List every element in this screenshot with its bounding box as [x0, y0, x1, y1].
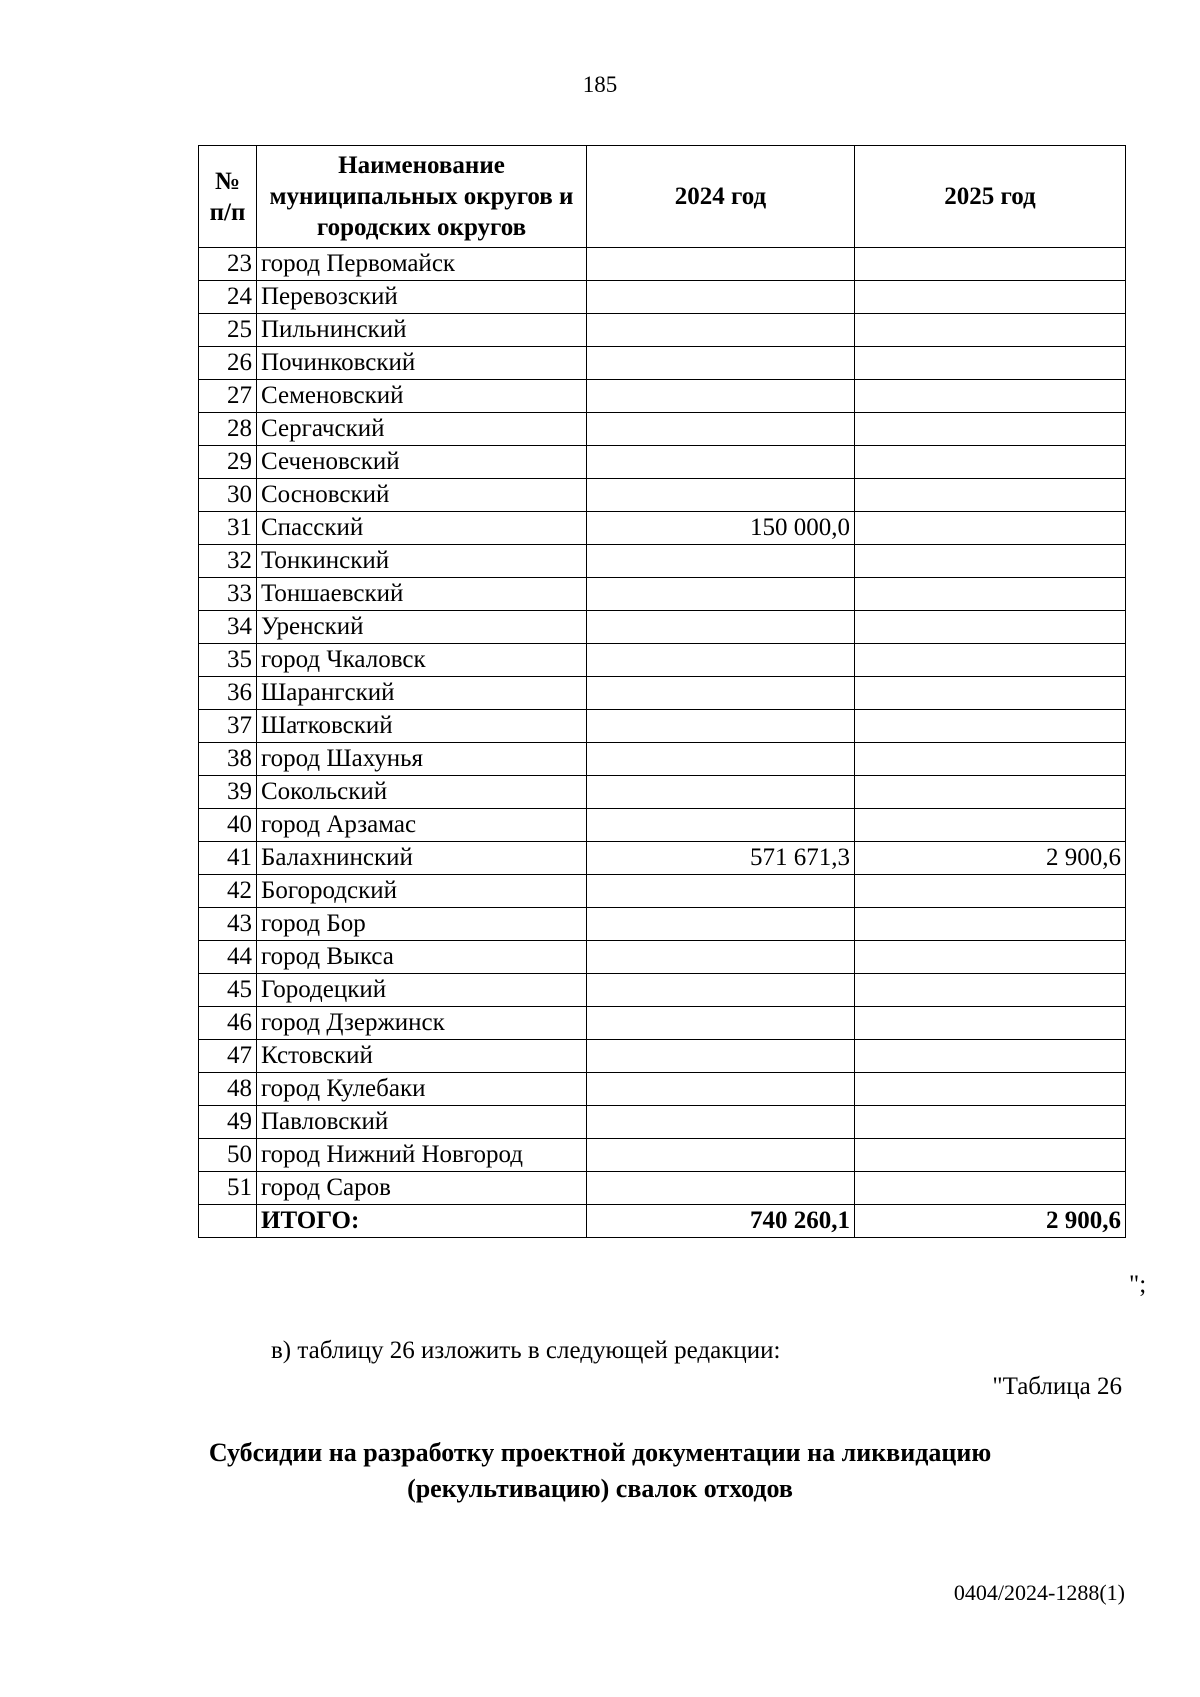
total-num-cell	[199, 1205, 257, 1238]
row-number: 30	[199, 479, 257, 512]
row-number: 41	[199, 842, 257, 875]
table-row	[199, 380, 1126, 413]
row-number: 31	[199, 512, 257, 545]
table-row	[199, 776, 1126, 809]
row-value-2024	[587, 1007, 855, 1040]
table-row	[199, 842, 1126, 875]
table-row	[199, 1040, 1126, 1073]
row-number: 46	[199, 1007, 257, 1040]
row-value-2025	[855, 545, 1126, 578]
total-row	[199, 1205, 1126, 1238]
row-value-2024	[587, 545, 855, 578]
row-number: 51	[199, 1172, 257, 1205]
row-number: 36	[199, 677, 257, 710]
row-value-2025	[855, 875, 1126, 908]
row-name: Уренский	[257, 611, 587, 644]
row-value-2025	[855, 644, 1126, 677]
row-name: город Арзамас	[257, 809, 587, 842]
table-row	[199, 710, 1126, 743]
row-number: 37	[199, 710, 257, 743]
row-value-2025	[855, 314, 1126, 347]
header-2024: 2024 год	[587, 146, 855, 248]
row-number: 33	[199, 578, 257, 611]
row-number: 35	[199, 644, 257, 677]
row-value-2024	[587, 446, 855, 479]
table-row	[199, 908, 1126, 941]
row-name: Сокольский	[257, 776, 587, 809]
row-value-2024	[587, 776, 855, 809]
total-label: ИТОГО:	[257, 1205, 587, 1238]
row-name: Шарангский	[257, 677, 587, 710]
table-header-row	[199, 146, 1126, 248]
row-number: 23	[199, 248, 257, 281]
row-value-2024	[587, 578, 855, 611]
row-name: Тонкинский	[257, 545, 587, 578]
row-name: город Саров	[257, 1172, 587, 1205]
row-value-2025	[855, 347, 1126, 380]
table-row	[199, 743, 1126, 776]
table-row	[199, 974, 1126, 1007]
row-value-2024	[587, 974, 855, 1007]
instruction-text: в) таблицу 26 изложить в следующей редакции:	[271, 1337, 781, 1364]
row-value-2024	[587, 644, 855, 677]
row-value-2025	[855, 1073, 1126, 1106]
row-name: Кстовский	[257, 1040, 587, 1073]
closing-quote-mark: ";	[1129, 1271, 1147, 1298]
row-value-2024	[587, 809, 855, 842]
row-number: 26	[199, 347, 257, 380]
row-value-2025	[855, 974, 1126, 1007]
row-number: 27	[199, 380, 257, 413]
row-number: 45	[199, 974, 257, 1007]
row-value-2025	[855, 743, 1126, 776]
row-value-2025	[855, 380, 1126, 413]
row-value-2024	[587, 347, 855, 380]
row-name: город Дзержинск	[257, 1007, 587, 1040]
row-value-2025: 2 900,6	[855, 842, 1126, 875]
row-number: 49	[199, 1106, 257, 1139]
row-value-2024	[587, 248, 855, 281]
row-value-2024: 150 000,0	[587, 512, 855, 545]
table-row	[199, 314, 1126, 347]
row-number: 47	[199, 1040, 257, 1073]
table-row	[199, 809, 1126, 842]
page-number: 185	[582, 72, 618, 97]
row-value-2025	[855, 578, 1126, 611]
total-2025: 2 900,6	[855, 1205, 1126, 1238]
total-2024: 740 260,1	[587, 1205, 855, 1238]
row-name: Шатковский	[257, 710, 587, 743]
row-name: город Нижний Новгород	[257, 1139, 587, 1172]
row-name: Балахнинский	[257, 842, 587, 875]
row-name: Тоншаевский	[257, 578, 587, 611]
header-name: Наименование муниципальных округов и городских округов	[257, 146, 587, 248]
row-value-2024	[587, 611, 855, 644]
table-row	[199, 578, 1126, 611]
table-row	[199, 545, 1126, 578]
row-value-2025	[855, 611, 1126, 644]
row-value-2025	[855, 941, 1126, 974]
row-value-2025	[855, 1106, 1126, 1139]
table-row	[199, 347, 1126, 380]
table-row	[199, 281, 1126, 314]
row-value-2025	[855, 1007, 1126, 1040]
row-value-2024	[587, 875, 855, 908]
row-name: город Чкаловск	[257, 644, 587, 677]
row-value-2024	[587, 281, 855, 314]
row-value-2024	[587, 710, 855, 743]
row-value-2025	[855, 776, 1126, 809]
row-number: 24	[199, 281, 257, 314]
row-number: 28	[199, 413, 257, 446]
row-value-2024	[587, 1106, 855, 1139]
row-value-2024	[587, 941, 855, 974]
row-number: 44	[199, 941, 257, 974]
header-num: № п/п	[199, 146, 257, 248]
row-value-2025	[855, 809, 1126, 842]
row-value-2025	[855, 1172, 1126, 1205]
row-value-2025	[855, 446, 1126, 479]
row-value-2024	[587, 1139, 855, 1172]
row-name: Сеченовский	[257, 446, 587, 479]
row-value-2024	[587, 743, 855, 776]
row-name: Семеновский	[257, 380, 587, 413]
table-row	[199, 1073, 1126, 1106]
row-value-2024: 571 671,3	[587, 842, 855, 875]
row-value-2024	[587, 380, 855, 413]
table-row	[199, 875, 1126, 908]
row-value-2024	[587, 314, 855, 347]
row-value-2024	[587, 908, 855, 941]
row-number: 38	[199, 743, 257, 776]
row-number: 25	[199, 314, 257, 347]
row-name: город Бор	[257, 908, 587, 941]
row-number: 43	[199, 908, 257, 941]
row-name: город Выкса	[257, 941, 587, 974]
row-value-2025	[855, 281, 1126, 314]
row-value-2024	[587, 1073, 855, 1106]
row-name: Починковский	[257, 347, 587, 380]
row-number: 42	[199, 875, 257, 908]
row-value-2025	[855, 1040, 1126, 1073]
row-name: Сергачский	[257, 413, 587, 446]
row-number: 39	[199, 776, 257, 809]
table-row	[199, 1172, 1126, 1205]
row-value-2024	[587, 1172, 855, 1205]
row-number: 50	[199, 1139, 257, 1172]
row-value-2024	[587, 1040, 855, 1073]
table-body	[199, 248, 1126, 1205]
table-row	[199, 1007, 1126, 1040]
table-reference: "Таблица 26	[992, 1373, 1122, 1400]
row-value-2024	[587, 479, 855, 512]
row-number: 34	[199, 611, 257, 644]
header-2025: 2025 год	[855, 146, 1126, 248]
table-row	[199, 941, 1126, 974]
row-name: город Шахунья	[257, 743, 587, 776]
row-name: город Кулебаки	[257, 1073, 587, 1106]
table-row	[199, 611, 1126, 644]
table-row	[199, 644, 1126, 677]
row-value-2025	[855, 248, 1126, 281]
row-name: Пильнинский	[257, 314, 587, 347]
row-value-2025	[855, 677, 1126, 710]
row-name: город Первомайск	[257, 248, 587, 281]
row-number: 29	[199, 446, 257, 479]
table-row	[199, 512, 1126, 545]
row-value-2025	[855, 1139, 1126, 1172]
row-name: Богородский	[257, 875, 587, 908]
subsidy-table	[198, 145, 1126, 1238]
row-value-2024	[587, 413, 855, 446]
row-value-2025	[855, 512, 1126, 545]
row-value-2025	[855, 413, 1126, 446]
table-row	[199, 248, 1126, 281]
section-title: Субсидии на разработку проектной документации на ликвидацию (рекультивацию) свалок отходов	[208, 1438, 992, 1503]
table-row	[199, 1106, 1126, 1139]
table-row	[199, 677, 1126, 710]
row-number: 40	[199, 809, 257, 842]
row-name: Сосновский	[257, 479, 587, 512]
row-name: Павловский	[257, 1106, 587, 1139]
row-value-2025	[855, 710, 1126, 743]
document-code: 0404/2024-1288(1)	[953, 1580, 1125, 1605]
row-name: Спасский	[257, 512, 587, 545]
row-name: Городецкий	[257, 974, 587, 1007]
row-name: Перевозский	[257, 281, 587, 314]
table-row	[199, 1139, 1126, 1172]
table-row	[199, 413, 1126, 446]
row-value-2025	[855, 908, 1126, 941]
table-row	[199, 446, 1126, 479]
row-number: 32	[199, 545, 257, 578]
row-value-2024	[587, 677, 855, 710]
row-value-2025	[855, 479, 1126, 512]
table-row	[199, 479, 1126, 512]
row-number: 48	[199, 1073, 257, 1106]
